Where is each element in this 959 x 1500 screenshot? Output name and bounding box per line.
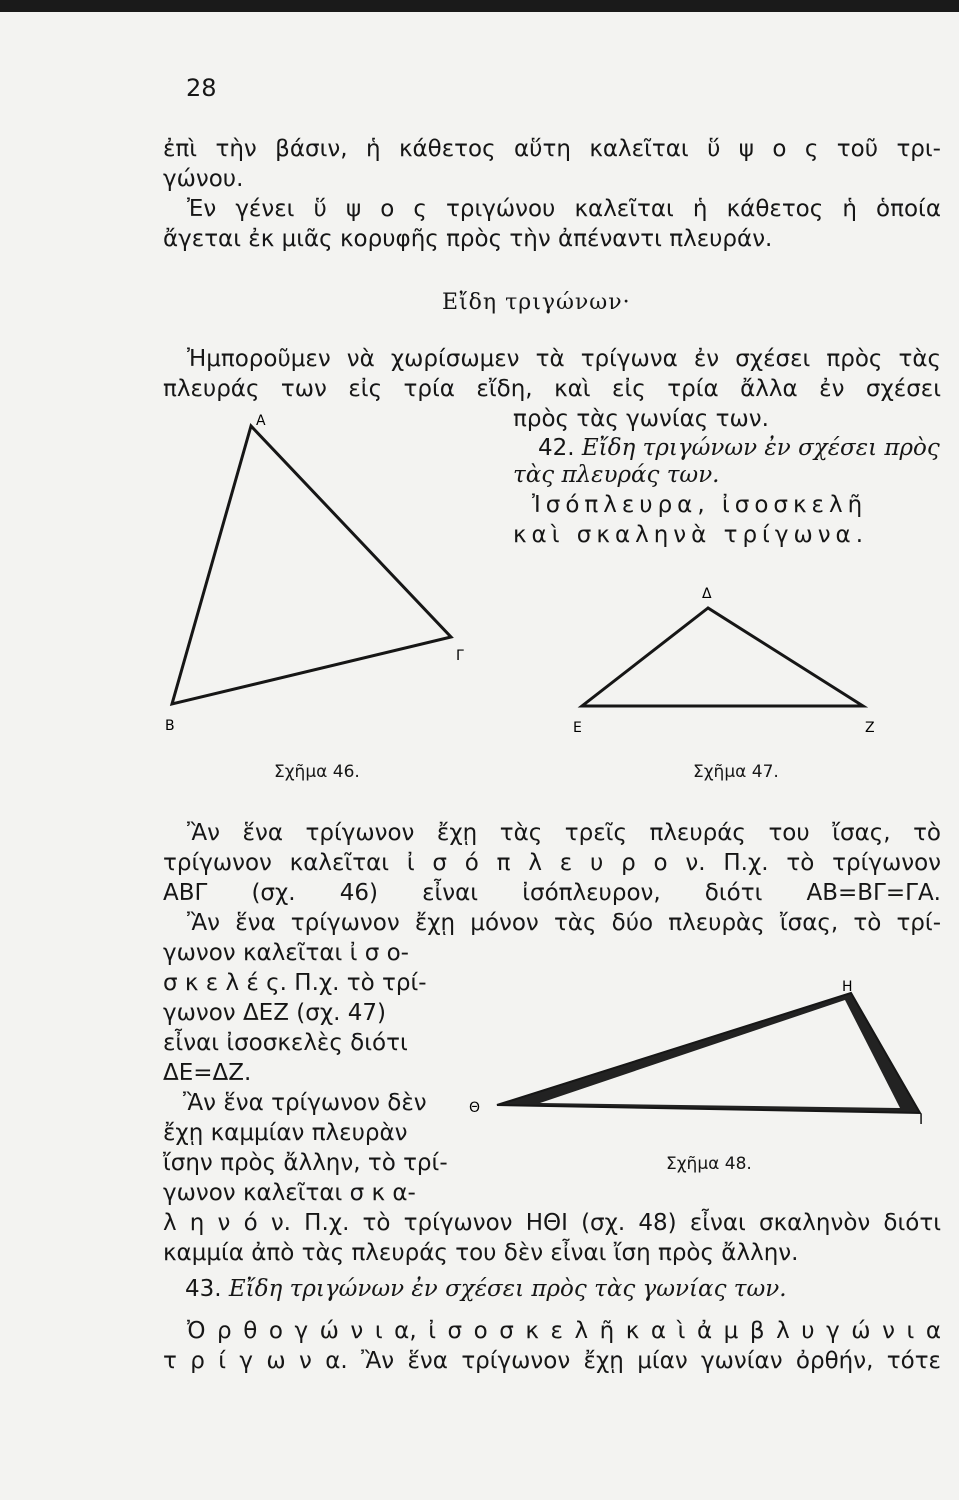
vertex-label-d: Δ: [702, 586, 712, 602]
text-line: ἐπὶ τὴν βάσιν, ἡ κάθετος αὕτη καλεῖται ὕ ψ ο ς τοῦ τρι-: [163, 136, 941, 162]
text-line: Ἐν γένει ὕ ψ ο ς τριγώνου καλεῖται ἡ κάθετος ἡ ὁποία: [187, 196, 941, 222]
vertex-label-h: Η: [842, 979, 853, 995]
vertex-label-a: Α: [256, 413, 266, 429]
text-line: σ κ ε λ έ ς. Π.χ. τὸ τρί-: [163, 970, 427, 996]
text-line: πλευράς των εἰς τρία εἴδη, καὶ εἰς τρία ἄλλα ἐν σχέσει: [163, 376, 941, 402]
text-line: γώνου.: [163, 166, 244, 192]
section-heading: Εἴδη τριγώνων·: [442, 290, 631, 315]
vertex-label-i: Ι: [919, 1112, 924, 1128]
text-line: ἔχῃ καμμίαν πλευρὰν: [163, 1120, 408, 1146]
section-43-title: [185, 1274, 787, 1304]
paragraph-isosceles-narrow: [163, 938, 443, 1088]
text-line: τρίγωνον καλεῖται ἰ σ ό π λ ε υ ρ ο ν. Π.χ. τὸ τρίγωνον: [163, 850, 941, 876]
text-line: γωνον ΔΕΖ (σχ. 47): [163, 1000, 386, 1026]
paragraph-isosceles: [163, 908, 941, 938]
subsection-title: καὶ σκαληνὰ τρίγωνα.: [513, 522, 869, 548]
figure-48-triangle: [497, 993, 920, 1113]
text-line: Ἠμποροῦμεν νὰ χωρίσωμεν τὰ τρίγωνα ἐν σχέσει πρὸς τὰς: [187, 346, 941, 372]
text-line: Ἂν ἕνα τρίγωνον δὲν: [183, 1090, 427, 1116]
text-line: ΑΒΓ (σχ. 46) εἶναι ἰσόπλευρον, διότι ΑΒ=ΒΓ=ΓΑ.: [163, 880, 941, 906]
text-line: Ἂν ἕνα τρίγωνον ἔχῃ μόνον τὰς δύο πλευρὰς ἴσας, τὸ τρί-: [187, 910, 941, 936]
vertex-label-b: Β: [165, 718, 175, 734]
paragraph-scalene-narrow: [163, 1088, 453, 1208]
section-title-line: Εἴδη τριγώνων ἐν σχέσει πρὸς: [581, 435, 940, 461]
page-number: 28: [186, 74, 217, 102]
vertex-label-g: Γ: [456, 648, 464, 664]
subsection-title: Ἰσόπλευρα, ἰσοσκελῆ: [532, 492, 868, 518]
figure-48-caption: Σχῆμα 48.: [666, 1154, 752, 1174]
text-line: τ ρ ί γ ω ν α. Ἂν ἕνα τρίγωνον ἔχῃ μίαν γωνίαν ὀρθήν, τότε: [163, 1348, 941, 1374]
figure-47-caption: Σχῆμα 47.: [693, 762, 779, 782]
figure-46-triangle: [172, 426, 451, 704]
section-title-line: Εἴδη τριγώνων ἐν σχέσει πρὸς τὰς γωνίας των.: [228, 1276, 787, 1302]
text-line: Ἂν ἕνα τρίγωνον ἔχῃ τὰς τρεῖς πλευράς του ἴσας, τὸ: [187, 820, 941, 846]
paragraph-angles: [163, 1316, 941, 1376]
text-line: ἄγεται ἐκ μιᾶς κορυφῆς πρὸς τὴν ἀπέναντι πλευράν.: [163, 226, 773, 252]
text-line: πρὸς τὰς γωνίας των.: [513, 406, 769, 432]
text-line: γωνον καλεῖται ἰ σ ο-: [163, 940, 409, 966]
text-line: λ η ν ό ν. Π.χ. τὸ τρίγωνον ΗΘΙ (σχ. 48) εἶναι σκαληνὸν διότι: [163, 1210, 941, 1236]
section-number: 43.: [185, 1276, 222, 1302]
text-line: εἶναι ἰσοσκελὲς διότι: [163, 1030, 408, 1056]
vertex-label-th: Θ: [469, 1100, 481, 1116]
section-title-line: τὰς πλευράς των.: [513, 462, 720, 488]
vertex-label-e: Ε: [573, 720, 582, 736]
figure-47-triangle: [582, 608, 863, 706]
section-number: 42.: [538, 435, 575, 461]
text-line: ΔΕ=ΔΖ.: [163, 1060, 252, 1086]
paragraph-scalene: [163, 1208, 941, 1268]
text-line: Ὀ ρ θ ο γ ώ ν ι α, ἰ σ ο σ κ ε λ ῆ κ α ὶ ἀ μ β λ υ γ ώ ν ι α: [187, 1318, 941, 1344]
figure-46-caption: Σχῆμα 46.: [274, 762, 360, 782]
text-line: γωνον καλεῖται σ κ α-: [163, 1180, 416, 1206]
text-line: καμμία ἀπὸ τὰς πλευράς του δὲν εἶναι ἴση πρὸς ἄλλην.: [163, 1240, 799, 1266]
paragraph-equilateral: [163, 818, 941, 908]
text-line: ἴσην πρὸς ἄλλην, τὸ τρί-: [163, 1150, 448, 1176]
vertex-label-z: Ζ: [865, 720, 875, 736]
